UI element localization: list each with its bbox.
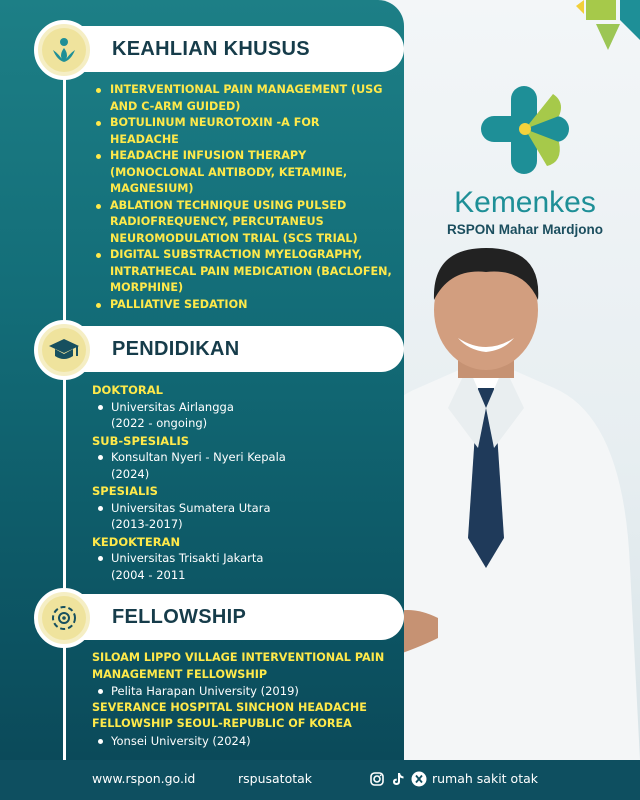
skills-title-pill <box>74 26 404 72</box>
fellowship-detail: Pelita Harapan University (2019) <box>92 683 392 700</box>
skill-item: ABLATION TECHNIQUE USING PULSED RADIOFREQUENCY, PERCUTANEUS NEUROMODULATION TRIAL (SCS TRIAL) <box>92 198 392 248</box>
education-list <box>92 382 392 584</box>
education-institution: Universitas Airlangga <box>92 399 392 416</box>
timeline-line <box>63 60 66 760</box>
kemenkes-logo <box>420 82 630 237</box>
lotus-icon <box>49 36 79 64</box>
education-institution: Universitas Trisakti Jakarta <box>92 550 392 567</box>
skill-item: DIGITAL SUBSTRACTION MYELOGRAPHY, INTRATHECAL PAIN MEDICATION (BACLOFEN, MORPHINE) <box>92 247 392 297</box>
x-icon[interactable] <box>411 771 427 787</box>
skill-item: PALLIATIVE SEDATION <box>92 297 392 314</box>
fellowship-detail: Yonsei University (2024) <box>92 733 392 750</box>
skills-icon-badge <box>34 20 94 80</box>
fellowship-list <box>92 650 392 749</box>
tiktok-icon[interactable] <box>391 772 405 786</box>
instagram-icon[interactable] <box>370 772 384 786</box>
network-gear-icon <box>49 603 79 633</box>
skill-item: BOTULINUM NEUROTOXIN -A FOR HEADACHE <box>92 115 392 148</box>
website-link[interactable]: www.rspon.go.id <box>92 771 196 786</box>
fellowship-title: FELLOWSHIP <box>112 605 247 628</box>
skills-list <box>92 82 392 313</box>
hospital-name: RSPON Mahar Mardjono <box>446 222 603 237</box>
kemenkes-emblem-icon <box>475 82 575 178</box>
fellowship-program: SILOAM LIPPO VILLAGE INTERVENTIONAL PAIN MANAGEMENT FELLOWSHIP <box>92 651 385 681</box>
education-level: KEDOKTERAN <box>92 534 181 549</box>
education-years: (2004 - 2011 <box>111 567 186 582</box>
social-handle[interactable]: rspusatotak <box>238 771 313 786</box>
corner-logo-icon <box>576 0 640 56</box>
brand-name: Kemenkes <box>454 186 596 219</box>
education-years: (2013-2017) <box>111 517 183 531</box>
fellowship-program: SEVERANCE HOSPITAL SINCHON HEADACHE FELLOWSHIP SEOUL-REPUBLIC OF KOREA <box>92 700 367 730</box>
footer-bar <box>0 760 640 800</box>
education-institution: Universitas Sumatera Utara <box>92 500 392 517</box>
education-title-pill <box>74 326 404 372</box>
education-years: (2024) <box>111 466 150 481</box>
education-years: (2022 - ongoing) <box>111 416 208 430</box>
graduation-cap-icon <box>48 337 80 363</box>
education-icon-badge <box>34 320 94 380</box>
education-title: PENDIDIKAN <box>112 337 240 360</box>
education-level: SPESIALIS <box>92 484 158 498</box>
skill-item: HEADACHE INFUSION THERAPY (MONOCLONAL ANTIBODY, KETAMINE, MAGNESIUM) <box>92 148 392 198</box>
education-level: DOKTORAL <box>92 383 163 397</box>
skills-title: KEAHLIAN KHUSUS <box>112 37 310 60</box>
skill-item: INTERVENTIONAL PAIN MANAGEMENT (USG AND C-ARM GUIDED) <box>92 82 392 115</box>
fellowship-icon-badge <box>34 588 94 648</box>
social-name[interactable]: rumah sakit otak <box>432 771 538 786</box>
education-level: SUB-SPESIALIS <box>92 433 190 448</box>
fellowship-title-pill <box>74 594 404 640</box>
education-institution: Konsultan Nyeri - Nyeri Kepala <box>92 449 392 466</box>
